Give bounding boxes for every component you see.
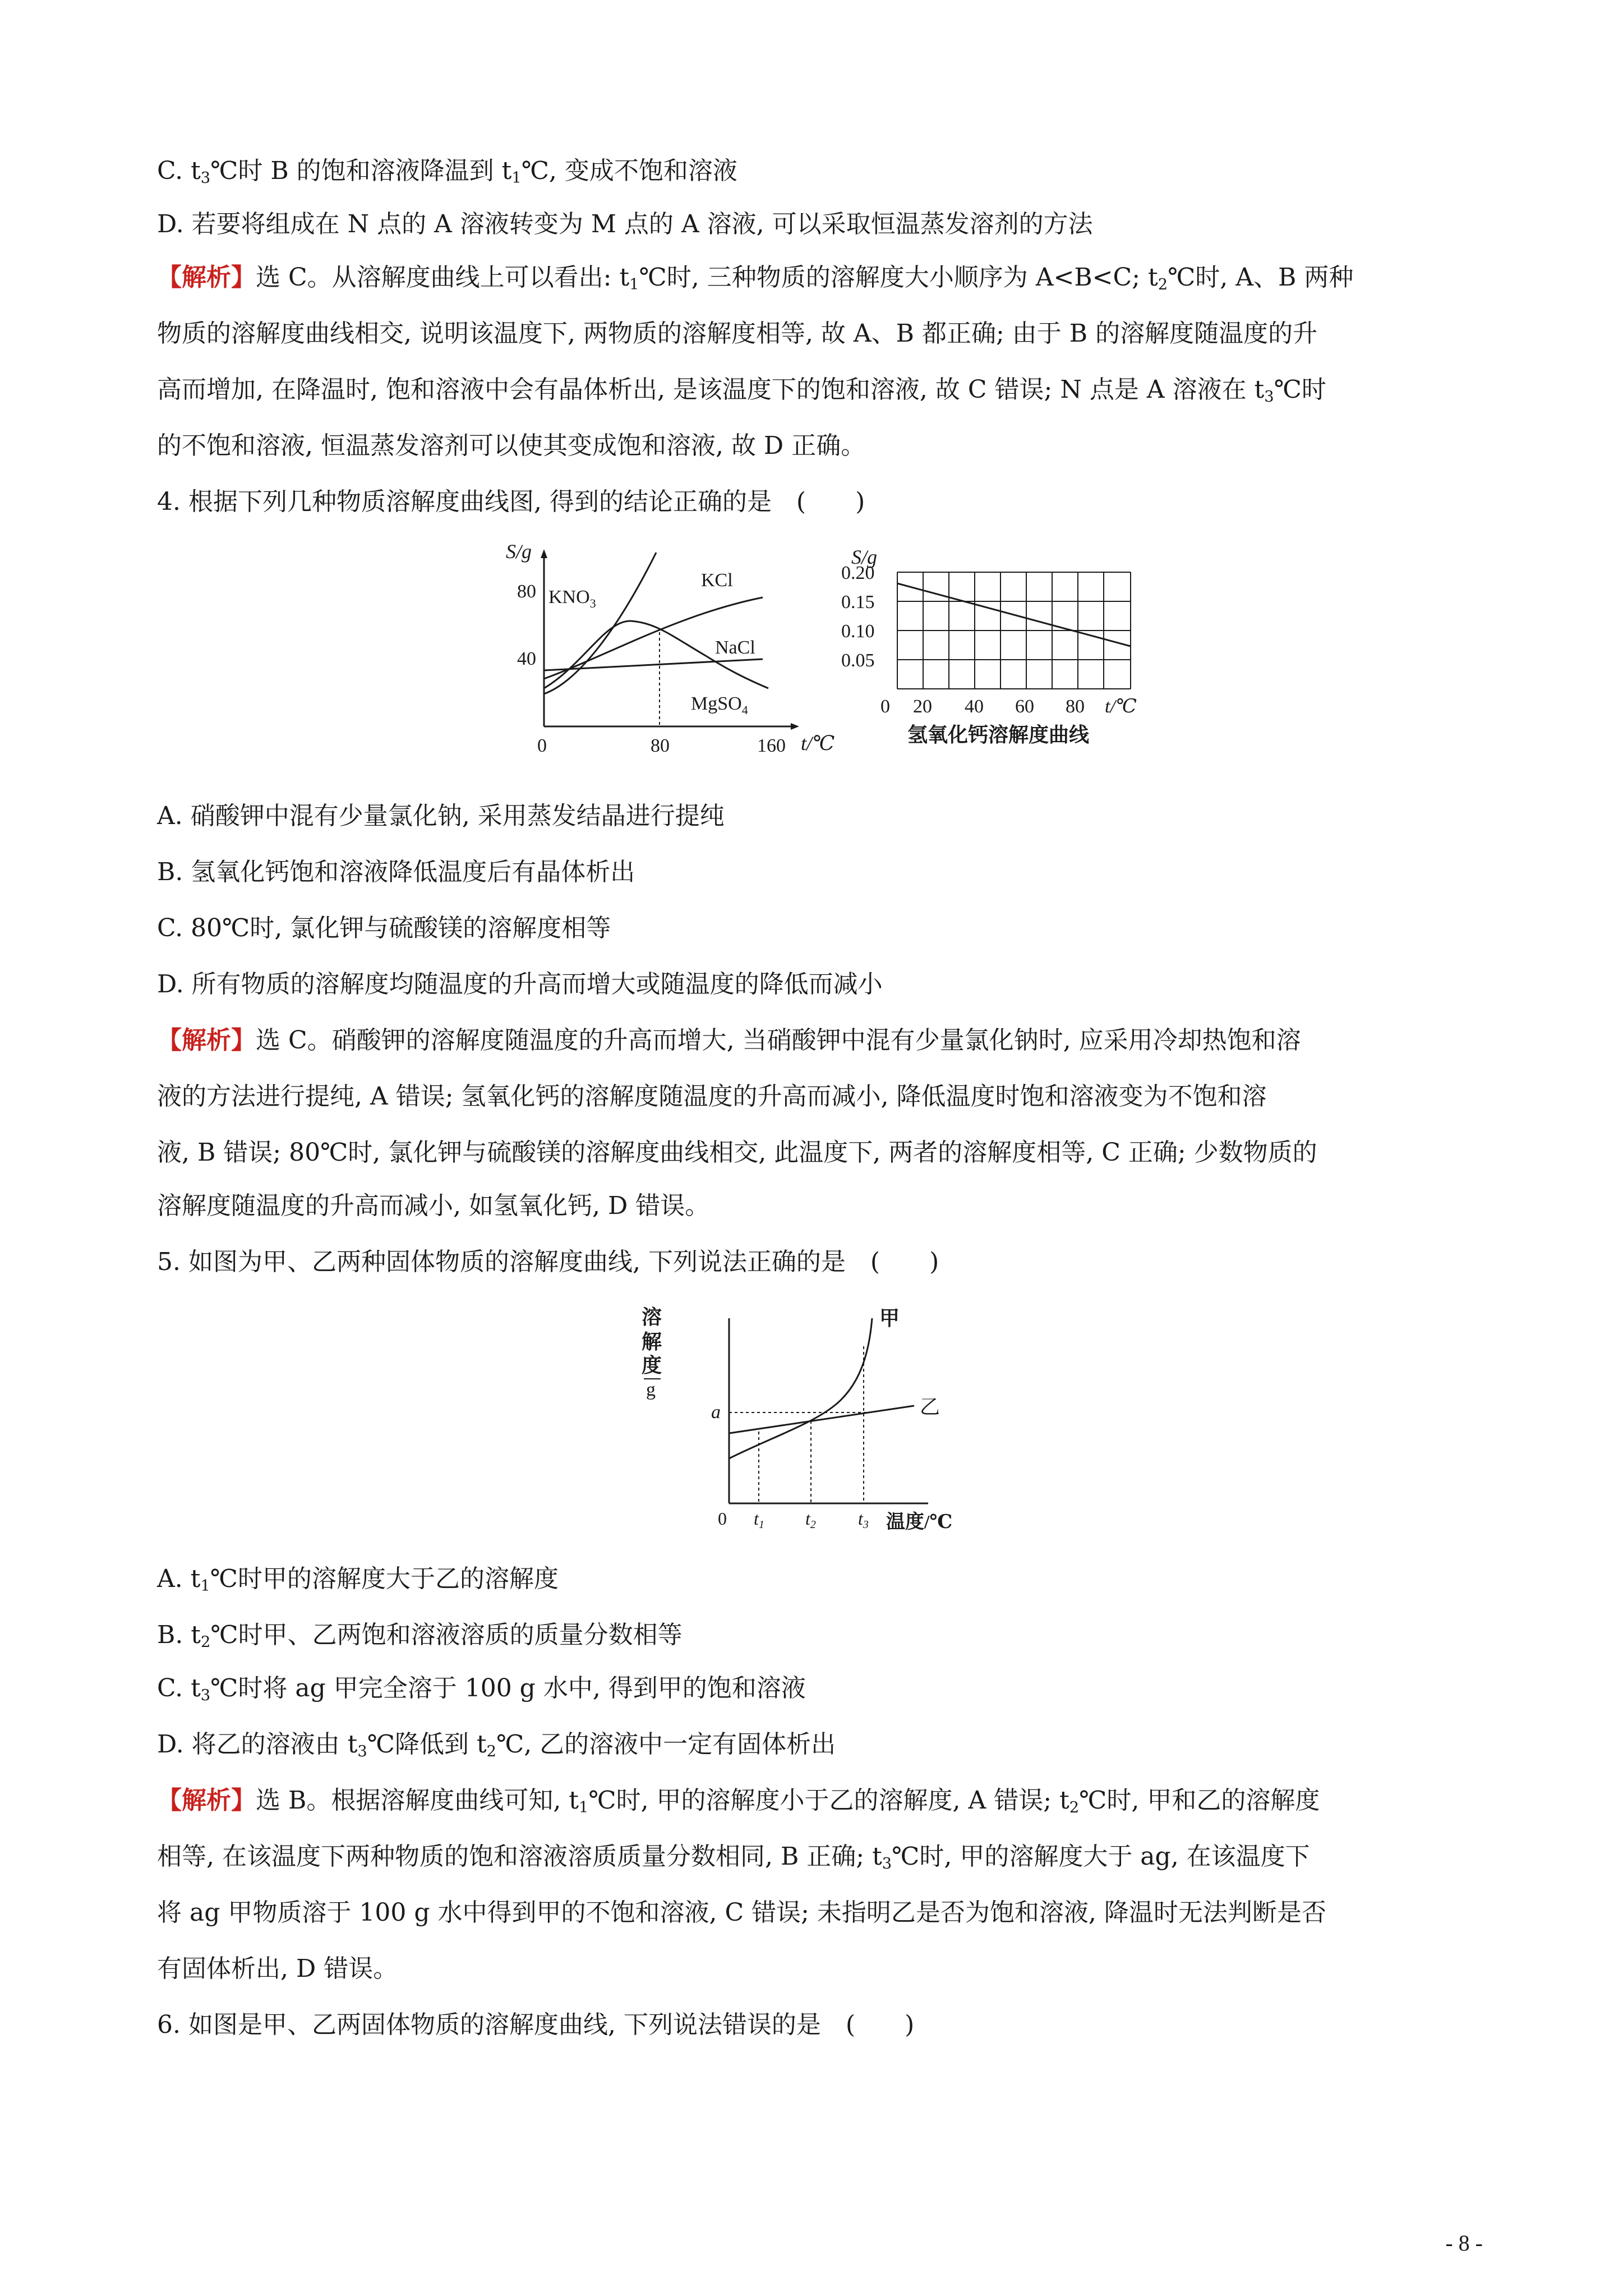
q5-option-d: D. 将乙的溶液由 $t_3℃$降低到 $t_2℃$, 乙的溶液中一定有固体析出	[157, 1730, 836, 1760]
q4-explanation-line-4: 溶解度随温度的升高而减小, 如氢氧化钙, D 错误。	[157, 1191, 710, 1220]
label-kcl: KCl	[701, 570, 733, 591]
q5-explanation-line-4: 有固体析出, D 错误。	[157, 1954, 398, 1983]
q3-explanation-line-4: 的不饱和溶液, 恒温蒸发溶剂可以使其变成饱和溶液, 故 D 正确。	[157, 431, 866, 460]
y-tick-0.10: 0.10	[841, 621, 875, 642]
ca-oh2-curve	[897, 583, 1131, 646]
q5-option-c: C. $t_3℃$时将 ag 甲完全溶于 100 g 水中, 得到甲的饱和溶液	[157, 1674, 806, 1704]
q5-explanation-line-3: 将 ag 甲物质溶于 100 g 水中得到甲的不饱和溶液, C 错误; 未指明乙是否为饱和溶液, 降温时无法判断是否	[157, 1898, 1326, 1927]
x-tick-t2: t2	[805, 1508, 816, 1531]
x-tick-t1: t1	[754, 1508, 764, 1531]
y-tick-0.20: 0.20	[841, 563, 875, 583]
q5-stem: 5. 如图为甲、乙两种固体物质的溶解度曲线, 下列说法正确的是 ( )	[157, 1248, 939, 1276]
series-yi	[729, 1406, 914, 1433]
q5-explanation-line-2: 相等, 在该温度下两种物质的饱和溶液溶质质量分数相同, B 正确; $t_3℃$时, 甲的溶解度大于 ag, 在该温度下	[157, 1842, 1310, 1872]
x-axis-label: t/℃	[1105, 696, 1137, 717]
series-jia	[729, 1318, 872, 1458]
solubility-chart-salts	[494, 541, 878, 766]
y-tick-0.05: 0.05	[841, 650, 875, 671]
q5-explanation-line-1: 【解析】选 B。根据溶解度曲线可知, $t_1℃$时, 甲的溶解度小于乙的溶解度, A 错误; $t_2℃$时, 甲和乙的溶解度	[157, 1786, 1320, 1816]
a-tick-label: a	[711, 1402, 721, 1423]
svg-text:溶: 溶	[642, 1306, 662, 1328]
svg-text:g: g	[646, 1379, 656, 1400]
q3-explanation-line-3: 高而增加, 在降温时, 饱和溶液中会有晶体析出, 是该温度下的饱和溶液, 故 C 错误; N 点是 A 溶液在 $t_3℃$时	[157, 375, 1326, 406]
x-tick-20: 20	[913, 696, 932, 717]
y-axis-label: S/g	[506, 541, 532, 563]
y-tick-40: 40	[517, 648, 536, 669]
y-axis-label: S/g	[851, 546, 878, 568]
x-tick-0: 0	[537, 735, 547, 756]
y-tick-80: 80	[517, 581, 536, 602]
x-tick-80: 80	[651, 735, 670, 756]
x-tick-0: 0	[718, 1508, 727, 1529]
q4-option-c: C. 80℃时, 氯化钾与硫酸镁的溶解度相等	[157, 914, 611, 942]
svg-text:解: 解	[642, 1331, 662, 1353]
q3-explanation-line-1: 【解析】选 C。从溶解度曲线上可以看出: $t_1℃$时, 三种物质的溶解度大小顺序为 A<B<C; $t_2℃$时, A、B 两种	[157, 263, 1354, 293]
q4-explanation-line-3: 液, B 错误; 80℃时, 氯化钾与硫酸镁的溶解度曲线相交, 此温度下, 两者的溶解度相等, C 正确; 少数物质的	[157, 1138, 1317, 1167]
x-axis-arrow	[791, 723, 799, 730]
q3-option-c: C. $t_3℃$时 B 的饱和溶液降温到 $t_1℃$, 变成不饱和溶液	[157, 157, 737, 187]
x-tick-0: 0	[880, 696, 890, 717]
x-tick-60: 60	[1015, 696, 1034, 717]
solubility-chart-jia-yi	[634, 1301, 981, 1543]
x-axis-label: 温度/℃	[886, 1512, 953, 1533]
y-axis-label	[642, 1306, 662, 1400]
x-tick-160: 160	[757, 735, 786, 756]
q4-option-a: A. 硝酸钾中混有少量氯化钠, 采用蒸发结晶进行提纯	[157, 802, 725, 830]
q4-explanation-line-1: 【解析】选 C。硝酸钾的溶解度随温度的升高而增大, 当硝酸钾中混有少量氯化钠时, 应采用冷却热饱和溶	[157, 1026, 1301, 1055]
q3-explanation-line-2: 物质的溶解度曲线相交, 说明该温度下, 两物质的溶解度相等, 故 A、B 都正确; 由于 B 的溶解度随温度的升	[157, 319, 1318, 348]
q4-stem: 4. 根据下列几种物质溶解度曲线图, 得到的结论正确的是 ( )	[157, 487, 865, 516]
page-number: - 8 -	[1445, 2230, 1483, 2256]
label-mgso4: MgSO$_4$	[691, 693, 748, 717]
analysis-tag: 【解析】	[157, 1786, 256, 1815]
chart-caption: 氢氧化钙溶解度曲线	[907, 724, 1090, 746]
x-tick-80: 80	[1066, 696, 1085, 717]
q4-option-b: B. 氢氧化钙饱和溶液降低温度后有晶体析出	[157, 858, 635, 886]
q4-option-d: D. 所有物质的溶解度均随温度的升高而增大或随温度的降低而减小	[157, 970, 883, 999]
label-yi: 乙	[920, 1396, 940, 1418]
solubility-chart-calcium-hydroxide	[841, 539, 1155, 763]
label-jia: 甲	[879, 1307, 900, 1329]
label-kno3: $KNO_3$	[548, 587, 596, 610]
grid	[897, 572, 1131, 689]
x-tick-t3: t3	[858, 1508, 869, 1531]
y-tick-0.15: 0.15	[841, 592, 875, 613]
q3-option-d: D. 若要将组成在 N 点的 A 溶液转变为 M 点的 A 溶液, 可以采取恒温蒸发溶剂的方法	[157, 210, 1093, 238]
analysis-tag: 【解析】	[157, 263, 256, 292]
q5-option-b: B. $t_2℃$时甲、乙两饱和溶液溶质的质量分数相等	[157, 1621, 683, 1651]
x-tick-40: 40	[965, 696, 984, 717]
q6-stem: 6. 如图是甲、乙两固体物质的溶解度曲线, 下列说法错误的是 ( )	[157, 2010, 915, 2039]
q5-option-a: A. $t_1℃$时甲的溶解度大于乙的溶解度	[157, 1565, 559, 1595]
q4-explanation-line-2: 液的方法进行提纯, A 错误; 氢氧化钙的溶解度随温度的升高而减小, 降低温度时饱和溶液变为不饱和溶	[157, 1082, 1267, 1111]
analysis-tag: 【解析】	[157, 1026, 256, 1055]
y-axis-arrow	[541, 549, 547, 558]
svg-text:度: 度	[642, 1354, 662, 1377]
x-axis-label: t/℃	[801, 732, 835, 754]
label-nacl: NaCl	[715, 637, 755, 658]
